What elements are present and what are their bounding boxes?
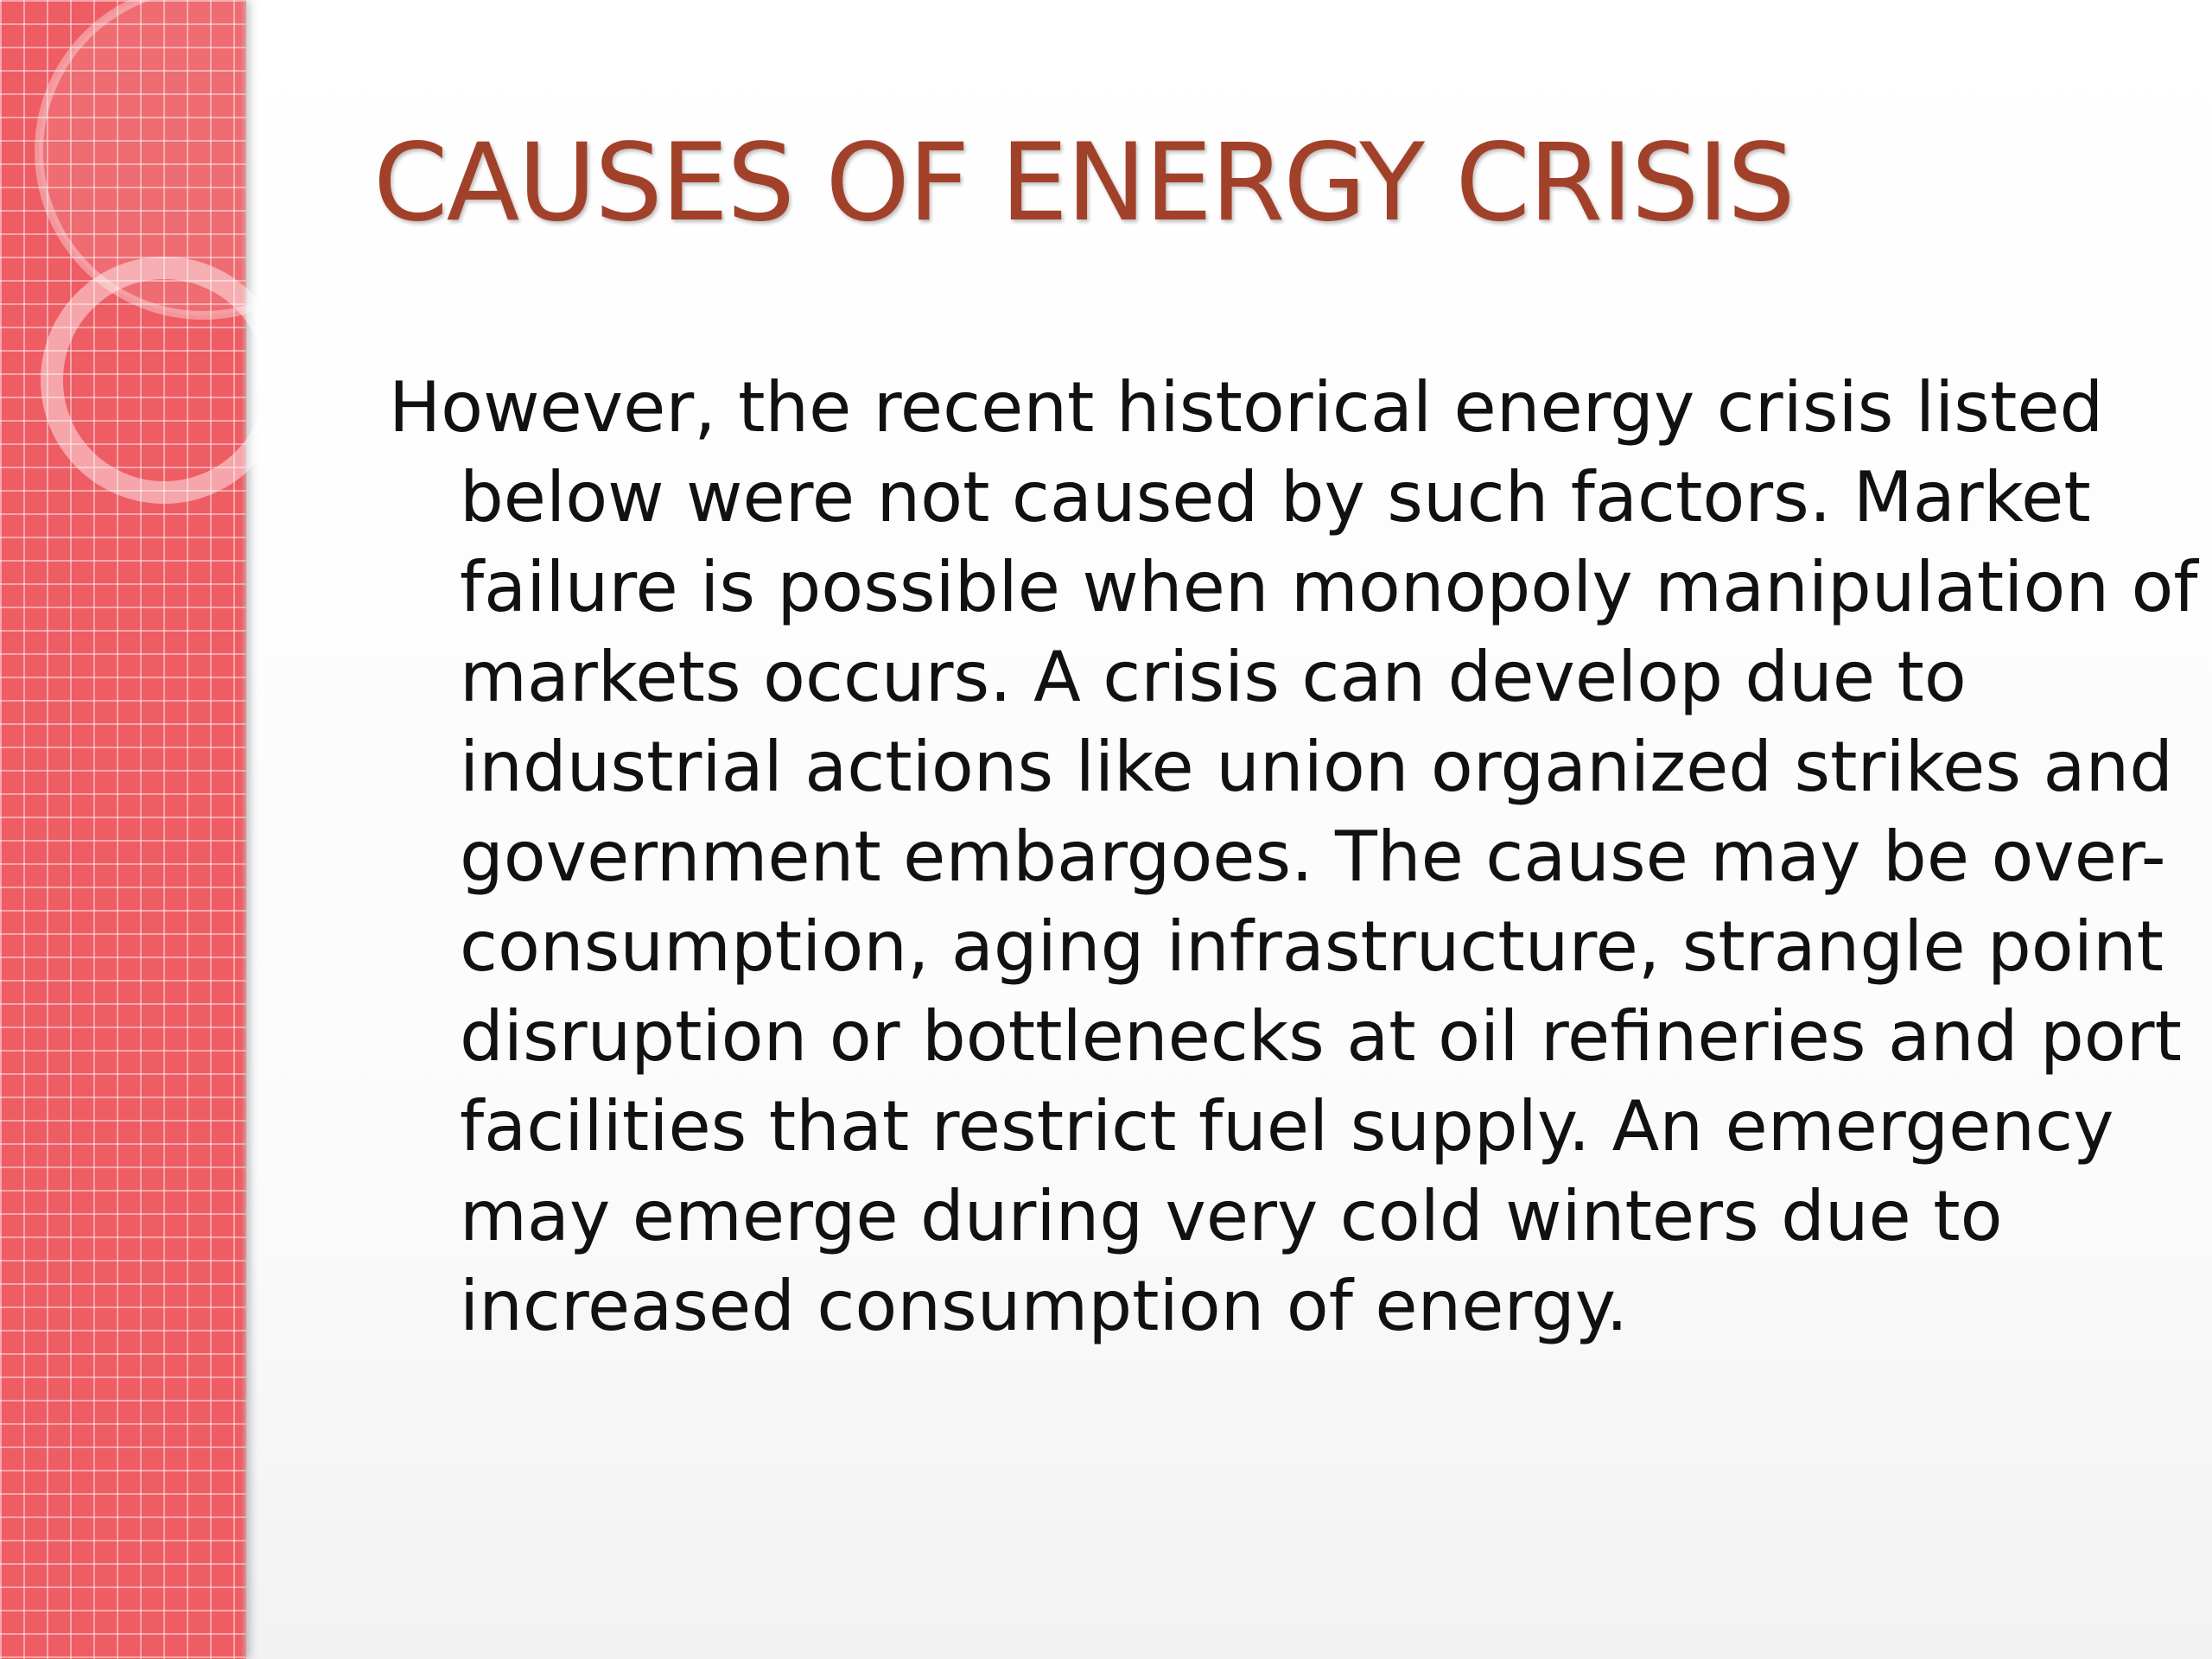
decorative-circles [0, 0, 432, 605]
slide-body-paragraph: However, the recent historical energy crisis listed below were not caused by such factors. Market failure is possible when monopoly manipulation of markets occurs. A crisis can develop due to industrial actions like union organized strikes and government embargoes. The cause may be over-consumption, aging infrastructure, strangle point disruption or bottlenecks at oil refineries and port facilities that restrict fuel supply. An emergency may emerge during very cold winters due to increased consumption of energy. [389, 367, 2198, 1346]
slide-title: CAUSES OF ENERGY CRISIS [373, 121, 1794, 245]
